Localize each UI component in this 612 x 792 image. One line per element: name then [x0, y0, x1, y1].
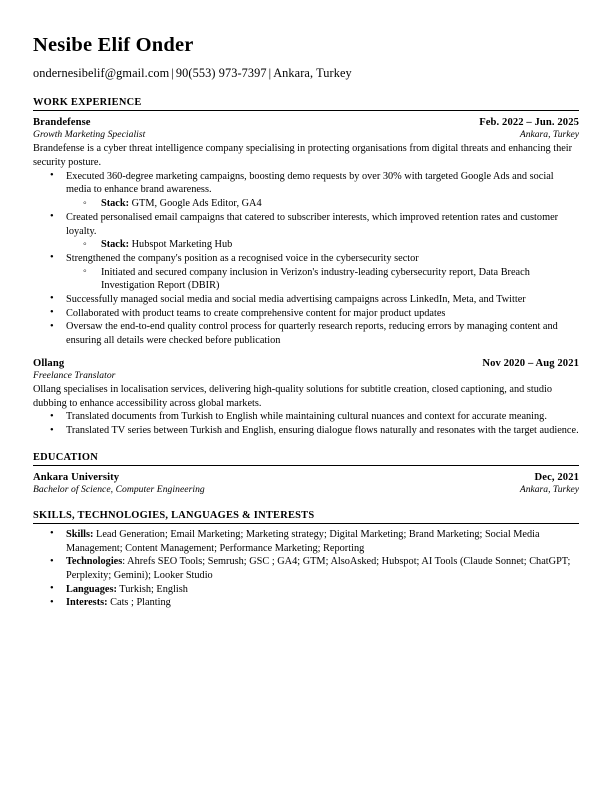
technologies-text: : Ahrefs SEO Tools; Semrush; GSC ; GA4; GTM; AlsoAsked; Hubspot; AI Tools (Claude Sonnet; ChatGPT; Perplexity; Gemini); Looker Studio [66, 556, 571, 581]
candidate-name: Nesibe Elif Onder [33, 34, 194, 56]
contact-email[interactable]: ondernesibelif@gmail.com [33, 65, 170, 80]
bullet-text: Executed 360-degree marketing campaigns, boosting demo requests by over 30% with targeted Google Ads and social media to enhance brand awareness. [66, 170, 554, 196]
section-skills [33, 510, 579, 610]
bullet-item [44, 424, 579, 438]
bullet-item [44, 307, 579, 321]
job-title: Growth Marketing Specialist [33, 129, 146, 141]
contact-separator-2: | [268, 65, 272, 80]
bullet-item [44, 596, 579, 610]
section-heading-skills: SKILLS, TECHNOLOGIES, LANGUAGES & INTERESTS [33, 509, 315, 521]
company-name: Brandefense [33, 117, 91, 129]
bullet-text: Successfully managed social media and social media advertising campaigns across LinkedIn, Meta, and Twitter [66, 293, 526, 305]
stack-label: Stack: [101, 239, 130, 251]
contact-separator-1: | [171, 65, 174, 80]
sub-bullet-text: Initiated and secured company inclusion in Verizon's industry-leading cybersecurity report, Data Breach Investigation Report (DBIR) [101, 266, 530, 292]
bullet-text: Collaborated with product teams to create comprehensive content for major product updates [66, 307, 446, 319]
job-location: Ankara, Turkey [519, 129, 579, 141]
technologies-label: Technologies [66, 556, 123, 568]
interests-text: Cats ; Planting [107, 597, 171, 609]
section-heading-work: WORK EXPERIENCE [33, 97, 142, 109]
education-entry [33, 471, 579, 496]
work-entry-header [33, 357, 579, 370]
work-bullet-list [33, 170, 579, 348]
stack-text: Hubspot Marketing Hub [129, 239, 233, 251]
work-entry [33, 116, 579, 348]
sub-bullet-item [78, 197, 579, 211]
section-divider-education [33, 465, 579, 466]
section-divider-skills [33, 523, 579, 524]
bullet-item [44, 410, 579, 424]
sub-bullet-list [66, 197, 579, 211]
resume-header [33, 33, 579, 81]
bullet-item [44, 252, 579, 293]
degree-name: Bachelor of Science, Computer Engineering [33, 483, 205, 495]
section-education [33, 452, 579, 496]
skills-bullet-list [33, 528, 579, 610]
work-entry-subheader [33, 370, 579, 382]
company-summary: Ollang specialises in localisation services, delivering high-quality solutions for subtitle creation, closed captioning, and studio dubbing to enhance accessibility across global markets. [33, 383, 553, 409]
section-heading-education: EDUCATION [33, 451, 98, 463]
bullet-text: Strengthened the company's position as a recognised voice in the cybersecurity sector [66, 252, 419, 264]
work-entry [33, 357, 579, 438]
languages-label: Languages: [66, 583, 117, 595]
bullet-item [44, 320, 579, 347]
work-entry-subheader [33, 129, 579, 141]
contact-line [33, 65, 579, 82]
bullet-text: Translated TV series between Turkish and English, ensuring dialogue flows naturally and resonates with the target audience. [66, 425, 579, 436]
company-name: Ollang [33, 357, 65, 369]
bullet-text: Oversaw the end-to-end quality control process for quarterly research reports, reducing errors by managing content and ensuring all details were checked before publication [66, 321, 558, 347]
school-location: Ankara, Turkey [519, 483, 579, 495]
work-entry-header [33, 116, 579, 129]
education-entry-header [33, 471, 579, 484]
employment-dates: Nov 2020 – Aug 2021 [482, 357, 579, 369]
bullet-text: Created personalised email campaigns that catered to subscriber interests, which improved retention rates and customer loyalty. [66, 211, 559, 237]
bullet-item [44, 293, 579, 307]
stack-text: GTM, Google Ads Editor, GA4 [129, 198, 262, 210]
graduation-date: Dec, 2021 [534, 471, 579, 483]
sub-bullet-list [66, 238, 579, 252]
education-entry-subheader [33, 484, 579, 496]
bullet-item [44, 583, 579, 597]
company-summary: Brandefense is a cyber threat intelligence company specialising in protecting organisations from digital threats and enhancing their security posture. [33, 143, 573, 169]
contact-phone[interactable]: 90(553) 973-7397 [175, 65, 267, 80]
section-work-experience [33, 97, 579, 438]
work-bullet-list [33, 410, 579, 437]
job-title: Freelance Translator [33, 369, 116, 381]
languages-text: Turkish; English [116, 583, 188, 595]
skills-text: Lead Generation; Email Marketing; Marketing strategy; Digital Marketing; Brand Marketing; Social Media Management; Content Management; Performance Marketing; Reporting [66, 528, 540, 554]
bullet-item [44, 170, 579, 211]
sub-bullet-item [78, 238, 579, 252]
stack-label: Stack: [101, 198, 130, 210]
sub-bullet-item [78, 266, 579, 293]
sub-bullet-list [66, 266, 579, 293]
interests-label: Interests: [66, 597, 108, 609]
skills-label: Skills: [66, 528, 94, 540]
bullet-item [44, 211, 579, 252]
contact-location: Ankara, Turkey [273, 65, 352, 80]
bullet-text: Translated documents from Turkish to English while maintaining cultural nuances and context for accurate meaning. [66, 411, 547, 423]
bullet-item [44, 528, 579, 555]
school-name: Ankara University [33, 471, 120, 483]
bullet-item [44, 555, 579, 582]
section-divider-work [33, 110, 579, 111]
employment-dates: Feb. 2022 – Jun. 2025 [479, 117, 579, 129]
